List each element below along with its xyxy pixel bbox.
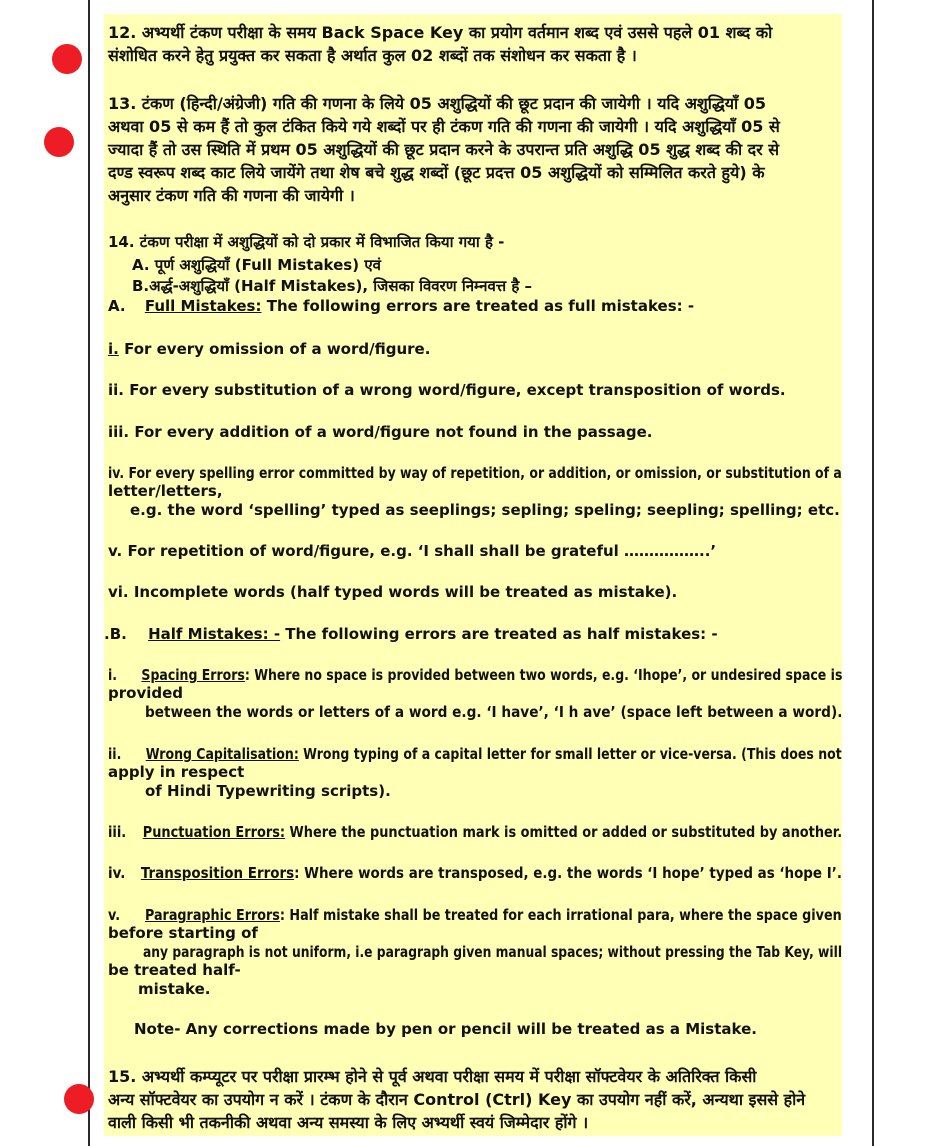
half-mistake-ii-line-3: of Hindi Typewriting scripts). (145, 782, 391, 800)
full-mistake-i-number: i. (108, 340, 119, 358)
section-a-title: Full Mistakes: (144, 297, 262, 315)
section-b-description: The following errors are treated as half mistakes: - (280, 625, 718, 643)
p13-line-2: अथवा 05 से कम हैं तो कुल टंकित किये गये शब्दों पर ही टंकण गति की गणना की जायेगी । यदि अशुद्धियाँ 05 से (108, 117, 780, 136)
half-mistake-ii-line-1 (108, 745, 842, 763)
half-mistake-ii-title: Wrong Capitalisation: (145, 745, 299, 763)
full-mistake-iii: iii. For every addition of a word/figure not found in the passage. (108, 423, 653, 441)
half-mistake-v-text: : Half mistake shall be treated for each irrational para, where the space given (279, 906, 842, 924)
full-mistake-i-text: For every omission of a word/figure. (118, 340, 431, 358)
page-border-left (88, 0, 90, 1146)
full-mistake-iv-line-1: iv. For every spelling error committed by way of repetition, or addition, or omission, or substitution of a (108, 464, 842, 482)
half-mistake-iv-title: Transposition Errors (140, 864, 295, 882)
half-mistake-v-line-2: before starting of (108, 924, 258, 942)
half-mistake-iii (108, 823, 842, 841)
p15-line-1: 15. अभ्यर्थी कम्प्यूटर पर परीक्षा प्रारम्भ होने से पूर्व अथवा परीक्षा समय में परीक्षा सॉफ्टवेयर के अतिरिक्त किसी (108, 1067, 757, 1086)
full-mistake-v: v. For repetition of word/figure, e.g. ‘I shall shall be grateful ……………..’ (108, 542, 717, 560)
p15-line-3: वाली किसी भी तकनीकी अथवा अन्य समस्या के लिए अभ्यर्थी स्वयं जिम्मेदार होंगे । (108, 1113, 589, 1132)
half-mistake-iii-text: Where the punctuation mark is omitted or added or substituted by another. (285, 823, 843, 841)
half-mistake-iii-number: iii. (108, 823, 127, 841)
full-mistake-iv-line-2: letter/letters, (108, 482, 223, 500)
section-b-marker: .B. (104, 625, 127, 643)
red-annotation-dot-1 (52, 44, 82, 74)
half-mistake-ii-text: Wrong typing of a capital letter for small letter or vice-versa. (This does not (298, 745, 842, 763)
half-mistake-v-line-1 (108, 906, 842, 924)
red-annotation-dot-2 (44, 127, 74, 157)
p14-line-1: 14. टंकण परीक्षा में अशुद्धियों को दो प्रकार में विभाजित किया गया है - (108, 233, 505, 251)
half-mistake-iv (108, 864, 842, 882)
p13-line-4: दण्ड स्वरूप शब्द काट लिये जायेंगे तथा शेष बचे शुद्ध शब्दों (छूट प्रदत्त 05 अशुद्धियों को सम्मिलित करते हुये) के (108, 163, 765, 182)
half-mistake-i-line-2: provided (108, 684, 184, 702)
note-text: Note- Any corrections made by pen or pencil will be treated as a Mistake. (134, 1020, 757, 1038)
full-mistake-i (108, 340, 430, 358)
half-mistake-v-line-4: be treated half- (108, 961, 241, 979)
half-mistake-i-title: Spacing Errors (141, 666, 245, 684)
half-mistake-iv-text: : Where words are transposed, e.g. the words ‘I hope’ typed as ‘hope I’. (294, 864, 842, 882)
half-mistake-i-text: : Where no space is provided between two words, e.g. ‘Ihope’, or undesired space is (244, 666, 843, 684)
p14-line-3: B.अर्द्ध-अशुद्धियाँ (Half Mistakes), जिसका विवरण निम्नवत्त है – (132, 277, 533, 295)
half-mistake-ii-line-2: apply in respect (108, 763, 245, 781)
full-mistake-vi: vi. Incomplete words (half typed words will be treated as mistake). (108, 583, 678, 601)
half-mistake-i-number: i. (108, 666, 118, 684)
p13-line-1: 13. टंकण (हिन्दी/अंग्रेजी) गति की गणना के लिये 05 अशुद्धियों की छूट प्रदान की जायेगी । यदि अशुद्धियाँ 05 (108, 94, 766, 113)
section-a-marker: A. (108, 297, 126, 315)
section-b-title: Half Mistakes: - (148, 625, 281, 643)
half-mistake-v-line-3: any paragraph is not uniform, i.e paragraph given manual spaces; without pressing the Tab Key, will (143, 943, 843, 961)
half-mistake-ii-number: ii. (108, 745, 122, 763)
p12-line-2: संशोधित करने हेतु प्रयुक्त कर सकता है अर्थात कुल 02 शब्दों तक संशोधन कर सकता है । (108, 46, 637, 65)
p13-line-3: ज्यादा हैं तो उस स्थिति में प्रथम 05 अशुद्धियों की छूट प्रदान करने के उपरान्त प्रति अशुद्धि 05 शुद्ध शब्द की दर से (108, 140, 780, 159)
half-mistake-v-title: Paragraphic Errors (144, 906, 280, 924)
p14-line-2: A. पूर्ण अशुद्धियाँ (Full Mistakes) एवं (132, 256, 381, 274)
p15-line-2: अन्य सॉफ्टवेयर का उपयोग न करें । टंकण के दौरान Control (Ctrl) Key का उपयोग नहीं करें, अन्यथा इससे होने (108, 1090, 806, 1109)
half-mistake-v-number: v. (108, 906, 121, 924)
p13-line-5: अनुसार टंकण गति की गणना की जायेगी । (108, 186, 355, 205)
half-mistake-i-line-1 (108, 666, 842, 684)
half-mistake-i-line-3: between the words or letters of a word e.g. ‘I have’, ‘I h ave’ (space left between a word). (145, 703, 843, 721)
section-a-description: The following errors are treated as full mistakes: - (261, 297, 695, 315)
p12-line-1: 12. अभ्यर्थी टंकण परीक्षा के समय Back Space Key का प्रयोग वर्तमान शब्द एवं उससे पहले 01 शब्द को (108, 23, 773, 42)
section-a-heading (108, 297, 694, 315)
half-mistake-iv-number: iv. (108, 864, 126, 882)
page-border-right (872, 0, 874, 1146)
full-mistake-iv-example: e.g. the word ‘spelling’ typed as seeplings; sepling; speling; seepling; spelling; etc. (130, 501, 840, 519)
full-mistake-ii: ii. For every substitution of a wrong word/figure, except transposition of words. (108, 381, 786, 399)
section-b-heading (104, 625, 718, 643)
half-mistake-v-line-5: mistake. (138, 980, 211, 998)
red-annotation-dot-3 (64, 1084, 94, 1114)
half-mistake-iii-title: Punctuation Errors: (142, 823, 286, 841)
